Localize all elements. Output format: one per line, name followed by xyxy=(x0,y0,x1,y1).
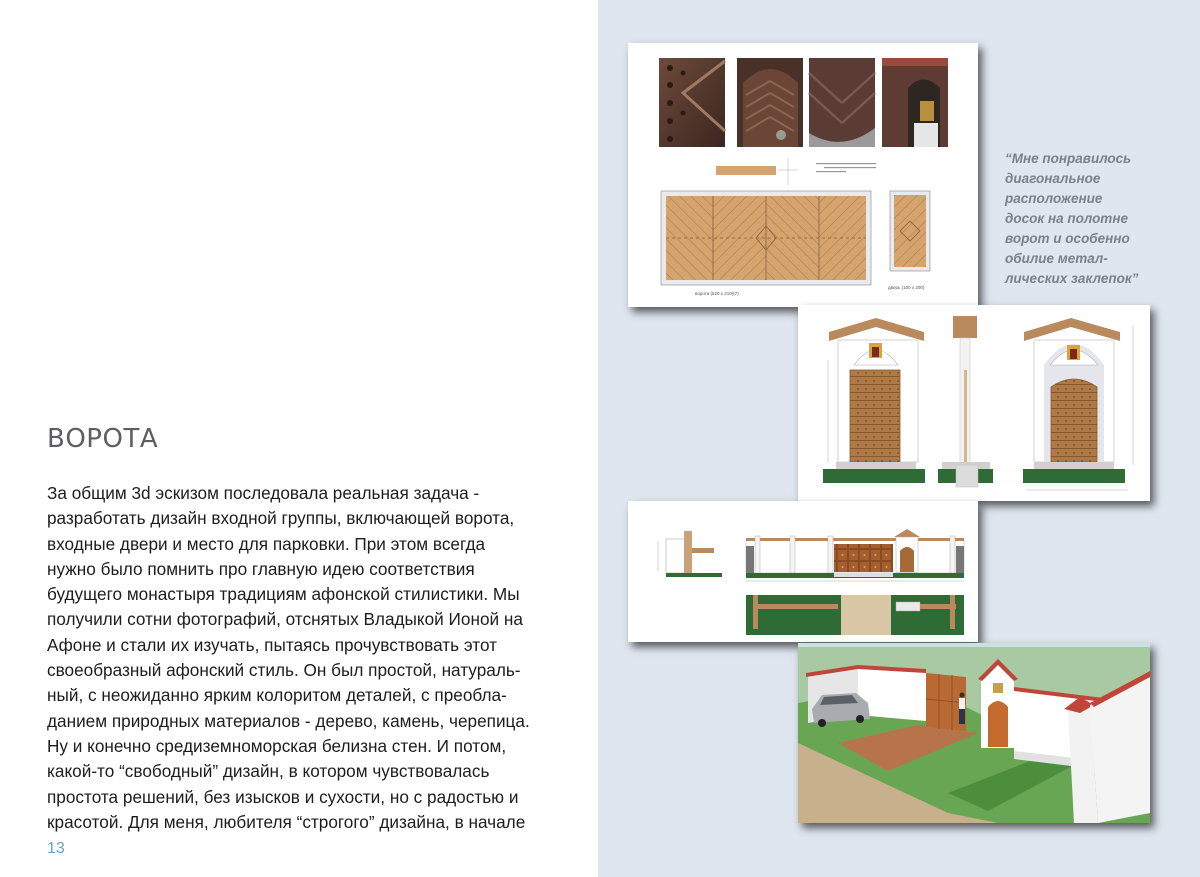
quote-line: диагональное xyxy=(1005,171,1101,186)
body-line: За общим 3d эскизом последовала реальная задача - xyxy=(47,483,480,503)
body-line: какой-то “свободный” дизайн, в котором чувствовалась xyxy=(47,761,490,782)
gate-study-panel xyxy=(628,43,978,307)
body-text xyxy=(47,481,567,835)
quote-line: досок на полотне xyxy=(1005,211,1128,226)
body-line: данием природных материалов - дерево, камень, черепица. xyxy=(47,710,530,731)
site-plan xyxy=(746,595,964,635)
plank-sample xyxy=(716,166,776,175)
left-page xyxy=(0,0,598,877)
body-line: нужно было помнить про главную идею соответствия xyxy=(47,558,475,579)
door-drawing xyxy=(890,191,930,271)
quote-line: “Мне понравилось xyxy=(1005,151,1132,166)
side-section xyxy=(938,316,993,487)
render-3d-panel xyxy=(798,643,1150,823)
body-line: входные двери и место для парковки. При этом всегда xyxy=(47,533,486,554)
page-title: ВОРОТА xyxy=(47,424,159,454)
fence-plan-panel xyxy=(628,501,978,642)
arched-elevation xyxy=(1023,318,1133,490)
body-line: Афоне и стали их изучать, пытаясь прочувствовать этот xyxy=(47,634,498,655)
quote-line: лических заклепок” xyxy=(1005,271,1139,286)
body-line: простота решений, без изысков и сухости, но с радостью и xyxy=(47,786,519,807)
body-line: Ну и конечно средиземноморская белизна стен. И потом, xyxy=(47,735,507,756)
page-number: 13 xyxy=(47,840,65,857)
body-line: своеобразный афонский стиль. Он был простой, натураль- xyxy=(47,660,521,681)
door-photo-diagonal xyxy=(809,58,875,147)
entrance-elevations-panel xyxy=(798,305,1150,501)
gate-drawing xyxy=(661,191,871,285)
fence-section xyxy=(658,531,722,577)
door-photo-doorway xyxy=(882,58,948,147)
door-photo-rivets xyxy=(659,58,725,147)
gate-caption: ворота (520 x 210)(7) xyxy=(695,291,739,296)
body-line: разработать дизайн входной группы, включающей ворота, xyxy=(47,508,515,529)
quote-line: обилие метал- xyxy=(1005,251,1108,266)
body-line: будущего монастыря традициям афонской стилистики. Мы xyxy=(47,584,520,605)
quote-line: ворот и особенно xyxy=(1005,231,1130,246)
body-line: ный, с неожиданно ярким колоритом деталей, с преобла- xyxy=(47,685,507,706)
body-line: красотой. Для меня, любителя “строгого” дизайна, в начале xyxy=(47,811,526,832)
door-photo-arched xyxy=(737,58,803,147)
front-elevation xyxy=(823,318,925,483)
door-caption: дверь (100 x 200) xyxy=(888,285,925,290)
body-line: получили сотни фотографий, отснятых Владыкой Ионой на xyxy=(47,609,523,630)
quote-line: расположение xyxy=(1005,191,1103,206)
pull-quote xyxy=(1005,149,1175,289)
fence-elevation xyxy=(746,529,964,581)
